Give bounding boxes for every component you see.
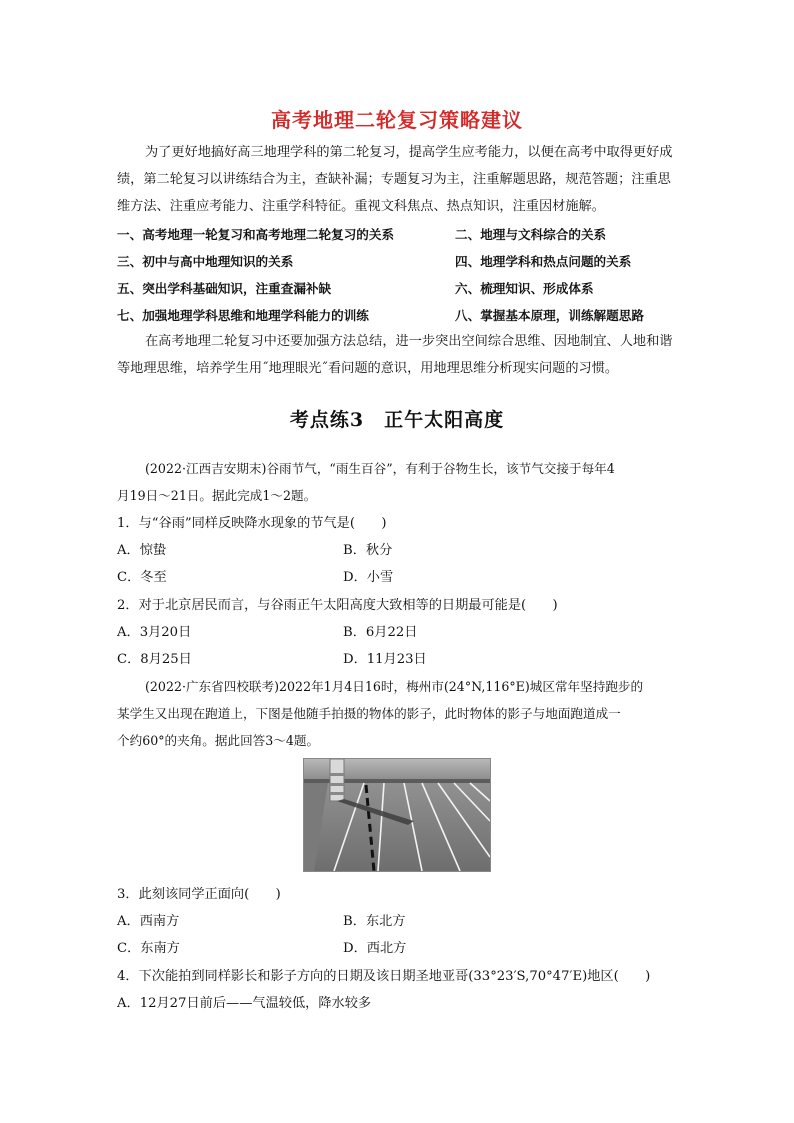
recommendation-item: 五、突出学科基础知识，注重查漏补缺 — [117, 281, 332, 296]
document-title: 高考地理二轮复习策略建议 — [271, 108, 523, 132]
question-2-option-b: B．6月22日 — [343, 625, 418, 640]
summary-paragraph: 在高考地理二轮复习中还要加强方法总结，进一步突出空间综合思维、因地制宜、人地和谐等地理思维，培养学生用˝地理眼光˝看问题的意识，用地理思维分析现实问题的习惯。 — [117, 334, 673, 376]
question-1-option-a: A．惊蛰 — [117, 543, 167, 558]
recommendation-item: 七、加强地理学科思维和地理学科能力的训练 — [117, 308, 369, 323]
recommendation-item: 一、高考地理一轮复习和高考地理二轮复习的关系 — [117, 227, 395, 242]
recommendation-item: 二、地理与文科综合的关系 — [455, 227, 607, 242]
question-4-stem: 4．下次能拍到同样影长和影子方向的日期及该日期圣地亚哥(33°23′S,70°47′E)地区( ) — [117, 969, 651, 984]
question-3-option-c: C．东南方 — [117, 941, 180, 956]
passage-1-line: 月19日～21日。据此完成1～2题。 — [117, 488, 317, 503]
passage-2-line: 个约60°的夹角。据此回答3～4题。 — [117, 733, 320, 748]
recommendation-item: 六、梳理知识、形成体系 — [455, 281, 594, 296]
question-1-option-d: D．小雪 — [343, 570, 394, 585]
question-2-option-a: A．3月20日 — [117, 625, 192, 640]
recommendation-item: 四、地理学科和热点问题的关系 — [455, 254, 632, 269]
passage-2-line: 某学生又出现在跑道上，下图是他随手拍摄的物体的影子，此时物体的影子与地面跑道成一 — [117, 706, 621, 721]
track-shadow-illustration — [304, 759, 490, 871]
section-title: 考点练3 正午太阳高度 — [289, 409, 505, 431]
question-3-option-a: A．西南方 — [117, 914, 180, 929]
track-shadow-photo — [303, 758, 491, 872]
question-1-option-c: C．冬至 — [117, 570, 167, 585]
question-3-stem: 3．此刻该同学正面向( ) — [117, 887, 281, 902]
question-2-option-d: D．11月23日 — [343, 652, 427, 667]
passage-1-line: (2022·江西吉安期末)谷雨节气，“雨生百谷”，有利于谷物生长，该节气交接于每年4 — [145, 461, 615, 476]
recommendation-item: 八、掌握基本原理，训练解题思路 — [455, 308, 644, 323]
question-2-option-c: C．8月25日 — [117, 652, 192, 667]
question-3-option-b: B．东北方 — [343, 914, 406, 929]
question-4-option-a: A．12月27日前后——气温较低，降水较多 — [117, 996, 372, 1011]
question-1-option-b: B．秋分 — [343, 543, 393, 558]
question-3-option-d: D．西北方 — [343, 941, 407, 956]
question-2-stem: 2．对于北京居民而言，与谷雨正午太阳高度大致相等的日期最可能是( ) — [117, 598, 558, 613]
recommendation-item: 三、初中与高中地理知识的关系 — [117, 254, 294, 269]
question-1-stem: 1．与“谷雨”同样反映降水现象的节气是( ) — [117, 516, 387, 531]
passage-2-line: (2022·广东省四校联考)2022年1月4日16时，梅州市(24°N,116°E)城区常年坚持跑步的 — [145, 679, 644, 694]
intro-paragraph: 为了更好地搞好高三地理学科的第二轮复习，提高学生应考能力，以便在高考中取得更好成绩，第二轮复习以讲练结合为主，查缺补漏；专题复习为主，注重解题思路，规范答题；注重思维方法、注重应考能力、注重学科特征。重视文科焦点、热点知识，注重因材施解。 — [117, 145, 673, 214]
